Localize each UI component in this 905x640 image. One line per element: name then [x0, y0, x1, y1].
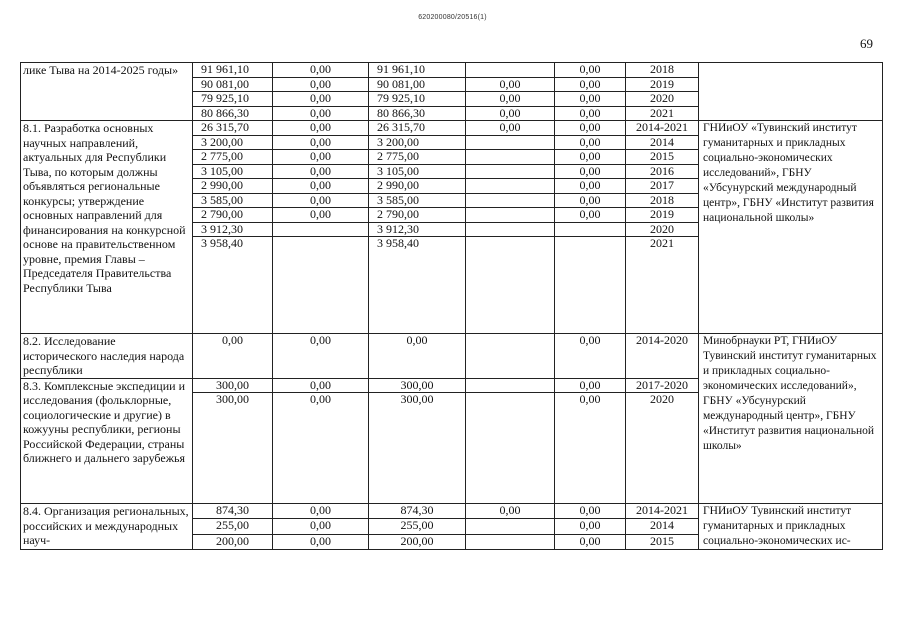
total-cell: 3 200,00	[193, 135, 273, 150]
year-cell: 2015	[626, 534, 699, 549]
federal-budget-cell	[273, 222, 369, 237]
republic-budget-cell: 300,00	[369, 378, 466, 393]
year-cell: 2017	[626, 179, 699, 194]
extrabudget-cell: 0,00	[555, 77, 626, 92]
year-cell: 2014-2020	[626, 334, 699, 379]
federal-budget-cell: 0,00	[273, 393, 369, 504]
executor-cell	[699, 63, 883, 121]
municipal-budget-cell	[466, 193, 555, 208]
extrabudget-cell: 0,00	[555, 135, 626, 150]
table-body	[21, 63, 883, 550]
extrabudget-cell: 0,00	[555, 208, 626, 223]
republic-budget-cell: 80 866,30	[369, 106, 466, 121]
extrabudget-cell: 0,00	[555, 519, 626, 534]
page-number: 69	[860, 36, 873, 51]
municipal-budget-cell: 0,00	[466, 121, 555, 136]
republic-budget-cell: 300,00	[369, 393, 466, 504]
table-row	[21, 334, 883, 379]
federal-budget-cell: 0,00	[273, 63, 369, 78]
extrabudget-cell	[555, 237, 626, 334]
total-cell: 26 315,70	[193, 121, 273, 136]
municipal-budget-cell	[466, 135, 555, 150]
total-cell: 2 790,00	[193, 208, 273, 223]
extrabudget-cell: 0,00	[555, 179, 626, 194]
year-cell: 2019	[626, 208, 699, 223]
republic-budget-cell: 26 315,70	[369, 121, 466, 136]
republic-budget-cell: 2 790,00	[369, 208, 466, 223]
municipal-budget-cell	[466, 164, 555, 179]
extrabudget-cell: 0,00	[555, 504, 626, 519]
total-cell: 80 866,30	[193, 106, 273, 121]
total-cell: 3 958,40	[193, 237, 273, 334]
year-cell: 2018	[626, 63, 699, 78]
total-cell: 91 961,10	[193, 63, 273, 78]
republic-budget-cell: 3 200,00	[369, 135, 466, 150]
program-funding-table	[20, 62, 883, 550]
year-cell: 2014	[626, 135, 699, 150]
municipal-budget-cell: 0,00	[466, 92, 555, 107]
extrabudget-cell: 0,00	[555, 106, 626, 121]
republic-budget-cell: 874,30	[369, 504, 466, 519]
municipal-budget-cell	[466, 237, 555, 334]
municipal-budget-cell	[466, 334, 555, 379]
table-row	[21, 63, 883, 78]
measure-description: 8.4. Организация региональных, российских и международных науч-	[21, 504, 193, 550]
municipal-budget-cell	[466, 393, 555, 504]
republic-budget-cell: 255,00	[369, 519, 466, 534]
total-cell: 300,00	[193, 378, 273, 393]
year-cell: 2020	[626, 222, 699, 237]
republic-budget-cell: 3 105,00	[369, 164, 466, 179]
republic-budget-cell: 91 961,10	[369, 63, 466, 78]
year-cell: 2021	[626, 106, 699, 121]
federal-budget-cell: 0,00	[273, 334, 369, 379]
total-cell: 874,30	[193, 504, 273, 519]
federal-budget-cell: 0,00	[273, 378, 369, 393]
extrabudget-cell: 0,00	[555, 92, 626, 107]
municipal-budget-cell	[466, 222, 555, 237]
republic-budget-cell: 3 585,00	[369, 193, 466, 208]
municipal-budget-cell: 0,00	[466, 504, 555, 519]
extrabudget-cell: 0,00	[555, 393, 626, 504]
federal-budget-cell: 0,00	[273, 106, 369, 121]
federal-budget-cell: 0,00	[273, 504, 369, 519]
measure-description: лике Тыва на 2014-2025 годы»	[21, 63, 193, 121]
extrabudget-cell: 0,00	[555, 193, 626, 208]
measure-description: 8.1. Разработка основных научных направлений, актуальных для Республики Тыва, по которым должны объявляться региональные конкурсы; утверждение основных направлений для финансирования на конкурсной основе на правительственном уровне, премия Главы – Председателя Правительства Республики Тыва	[21, 121, 193, 334]
executor-cell: Минобрнауки РТ, ГНИиОУ Тувинский институт гуманитарных и прикладных социально-экономических исследований», ГБНУ «Убсунурский международный центр», ГБНУ «Институт развития национальной школы»	[699, 334, 883, 504]
extrabudget-cell	[555, 222, 626, 237]
extrabudget-cell: 0,00	[555, 150, 626, 165]
republic-budget-cell: 200,00	[369, 534, 466, 549]
federal-budget-cell: 0,00	[273, 150, 369, 165]
year-cell: 2014-2021	[626, 121, 699, 136]
republic-budget-cell: 3 912,30	[369, 222, 466, 237]
municipal-budget-cell	[466, 534, 555, 549]
extrabudget-cell: 0,00	[555, 378, 626, 393]
municipal-budget-cell	[466, 208, 555, 223]
federal-budget-cell: 0,00	[273, 534, 369, 549]
municipal-budget-cell	[466, 519, 555, 534]
total-cell: 0,00	[193, 334, 273, 379]
total-cell: 2 990,00	[193, 179, 273, 194]
year-cell: 2020	[626, 393, 699, 504]
extrabudget-cell: 0,00	[555, 334, 626, 379]
republic-budget-cell: 0,00	[369, 334, 466, 379]
federal-budget-cell	[273, 237, 369, 334]
republic-budget-cell: 2 990,00	[369, 179, 466, 194]
federal-budget-cell: 0,00	[273, 193, 369, 208]
republic-budget-cell: 2 775,00	[369, 150, 466, 165]
document-code: 620200080/20516(1)	[418, 14, 487, 21]
year-cell: 2015	[626, 150, 699, 165]
federal-budget-cell: 0,00	[273, 135, 369, 150]
year-cell: 2014	[626, 519, 699, 534]
federal-budget-cell: 0,00	[273, 92, 369, 107]
extrabudget-cell: 0,00	[555, 534, 626, 549]
program-table-sheet	[20, 62, 886, 573]
republic-budget-cell: 3 958,40	[369, 237, 466, 334]
total-cell: 2 775,00	[193, 150, 273, 165]
municipal-budget-cell	[466, 150, 555, 165]
year-cell: 2018	[626, 193, 699, 208]
total-cell: 300,00	[193, 393, 273, 504]
year-cell: 2019	[626, 77, 699, 92]
year-cell: 2016	[626, 164, 699, 179]
federal-budget-cell: 0,00	[273, 77, 369, 92]
federal-budget-cell: 0,00	[273, 519, 369, 534]
year-cell: 2020	[626, 92, 699, 107]
table-row	[21, 121, 883, 136]
republic-budget-cell: 90 081,00	[369, 77, 466, 92]
year-cell: 2014-2021	[626, 504, 699, 519]
total-cell: 3 105,00	[193, 164, 273, 179]
executor-cell: ГНИиОУ Тувинский институт гуманитарных и прикладных социально-экономических ис-	[699, 504, 883, 550]
total-cell: 200,00	[193, 534, 273, 549]
total-cell: 79 925,10	[193, 92, 273, 107]
measure-description: 8.3. Комплексные экспедиции и исследования (фольклорные, социологические и другие) в кожууны республики, регионы Российской Федерации, страны ближнего и дальнего зарубежья	[21, 378, 193, 504]
extrabudget-cell: 0,00	[555, 164, 626, 179]
year-cell: 2021	[626, 237, 699, 334]
federal-budget-cell: 0,00	[273, 179, 369, 194]
extrabudget-cell: 0,00	[555, 63, 626, 78]
measure-description: 8.2. Исследование исторического наследия народа республики	[21, 334, 193, 379]
total-cell: 90 081,00	[193, 77, 273, 92]
republic-budget-cell: 79 925,10	[369, 92, 466, 107]
municipal-budget-cell	[466, 179, 555, 194]
municipal-budget-cell: 0,00	[466, 106, 555, 121]
municipal-budget-cell	[466, 63, 555, 78]
federal-budget-cell: 0,00	[273, 208, 369, 223]
total-cell: 255,00	[193, 519, 273, 534]
total-cell: 3 912,30	[193, 222, 273, 237]
total-cell: 3 585,00	[193, 193, 273, 208]
municipal-budget-cell: 0,00	[466, 77, 555, 92]
year-cell: 2017-2020	[626, 378, 699, 393]
extrabudget-cell: 0,00	[555, 121, 626, 136]
municipal-budget-cell	[466, 378, 555, 393]
federal-budget-cell: 0,00	[273, 164, 369, 179]
federal-budget-cell: 0,00	[273, 121, 369, 136]
executor-cell: ГНИиОУ «Тувинский институт гуманитарных и прикладных социально-экономических исследований», ГБНУ «Убсунурский международный центр», ГБНУ «Институт развития национальной школы»	[699, 121, 883, 334]
table-row	[21, 504, 883, 519]
